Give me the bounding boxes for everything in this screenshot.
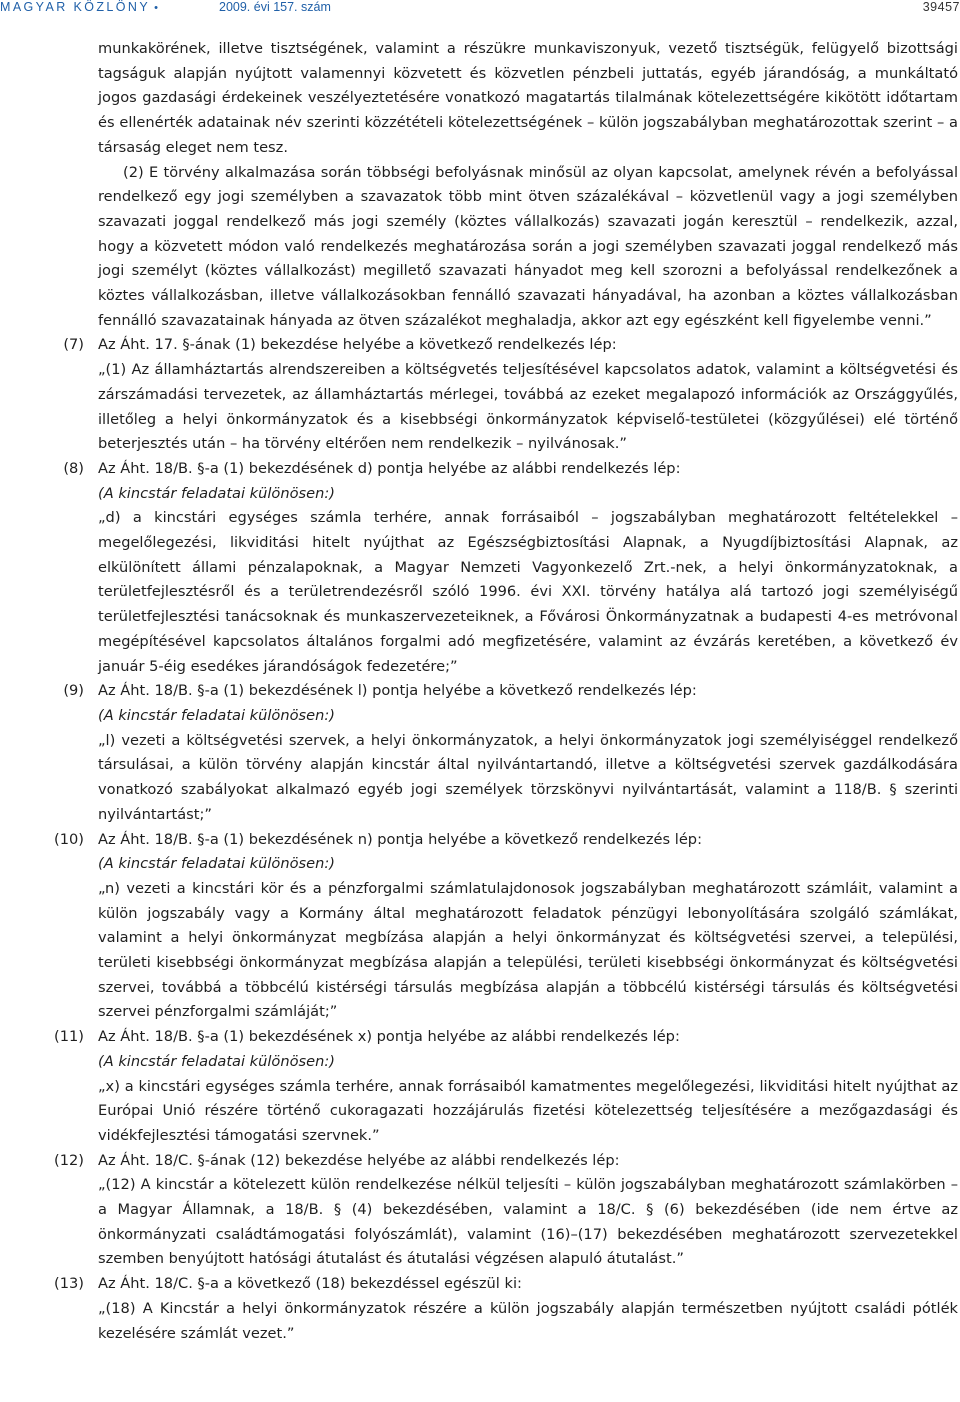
- item-note: (A kincstár feladatai különösen:): [98, 484, 335, 502]
- issue-number: 2009. évi 157. szám: [219, 0, 331, 14]
- item-number: (8): [63, 459, 84, 477]
- journal-title: [0, 0, 164, 15]
- item-text: „d) a kincstári egységes számla terhére, annak forrásaiból – jogszabályban meghatározott feltételekkel – megelőlegezési, likviditási hitelt nyújthat az Egészségbiztosítási Alapnak, a Nyugdíjbiztosítási Alapnak, az elkülönített állami pénzalapoknak, a Magyar Nemzeti Vagyonkezelő Zrt.-nek, a helyi önkormányzatoknak, a területfejlesztésről és a területrendezésről szóló 1996. évi XXI. törvény hatálya alá tartozó jogi személyiségű területfejlesztési tanácsoknak és munkaszervezeteiknek, a Fővárosi Önkormányzatnak a budapesti 4-es metróvonal megépítésével kapcsolatos általános forgalmi adó megfizetésére, valamint az évzárás keretében, a következő év január 5-éig esedékes járandóságok fedezetére;”: [98, 509, 958, 675]
- paragraph-2: (2) E törvény alkalmazása során többségi befolyásnak minősül az olyan kapcsolat, amelynek révén a befolyással rendelkező egy jogi személyben a szavazatok több mint ötven százalékával – közvetlenül vagy a jogi személyben szavazati joggal rendelkező más jogi személy (köztes vállalkozás) szavazati jogán keresztül – rendelkezik, azzal, hogy a közvetett módon való rendelkezés meghatározása során a jogi személyben szavazati joggal rendelkező más jogi személyt (köztes vállalkozást) megillető szavazati hányadot meg kell szorozni a befolyással rendelkezőnek a köztes vállalkozásban, illetve vállalkozásokban fennálló szavazati hányadával, ha azonban a köztes vállalkozásban fennálló szavazatainak hányada az ötven százalékot meghaladja, akkor azt egy egészként kell figyelembe venni.”: [98, 163, 958, 329]
- item-intro: Az Áht. 17. §-ának (1) bekezdése helyébe a következő rendelkezés lép:: [98, 336, 617, 354]
- page-number: 39457: [922, 0, 960, 14]
- journal-name: MAGYAR KÖZLÖNY: [0, 0, 151, 14]
- amendment-item: [0, 1272, 958, 1346]
- item-number: (13): [54, 1275, 84, 1293]
- item-text: „l) vezeti a költségvetési szervek, a helyi önkormányzatok, a helyi önkormányzatok jogi személyiséggel rendelkező társulásai, a külön törvény alapján kincstár által nyilvántartandó, illetve a költségvetési szervek gazdálkodására vonatkozó szabályokat alkalmazó egyéb jogi személyek törzskönyvi nyilvántartását, valamint a 118/B. § szerinti nyilvántartást;”: [98, 731, 958, 823]
- item-text: „n) vezeti a kincstári kör és a pénzforgalmi számlatulajdonosok jogszabályban meghatározott számláit, valamint a külön jogszabály vagy a Kormány által meghatározott feladatok pénzügyi lebonyolítására szolgáló számlákat, valamint a helyi önkormányzat megbízása alapján a helyi önkormányzat és költségvetési szervei, a települési, területi kisebbségi önkormányzat megbízása alapján a települési, területi kisebbségi önkormányzat és költségvetési szervei, továbbá a többcélú kistérségi társulás megbízása alapján a többcélú kistérségi társulás és költségvetési szervei pénzforgalmi számláját;”: [98, 879, 958, 1021]
- item-text: „(12) A kincstár a kötelezett külön rendelkezése nélkül teljesíti – külön jogszabályban meghatározott számlakörben – a Magyar Államnak, a 18/B. § (4) bekezdésében, valamint a 18/C. § (6) bekezdésében (ide nem értve az önkormányzati családtámogatási folyószámlát), valamint (16)–(17) bekezdésében meghatározott szervezetekkel szemben benyújtott hatósági átutalást és átutalási végzésen alapuló átutalást.”: [98, 1176, 958, 1268]
- amendment-item: [0, 828, 958, 1026]
- amendment-item: [0, 1025, 958, 1149]
- item-number: (12): [54, 1151, 84, 1169]
- item-number: (11): [54, 1028, 84, 1046]
- header-bullet: •: [154, 2, 161, 14]
- paragraph-intro: munkakörének, illetve tisztségének, valamint a részükre munkaviszonyuk, vezető tisztségük, felügyelő bizottsági tagságuk alapján nyújtott valamennyi közvetett és közvetlen pénzbeli juttatás, egyéb járandóság, a munkáltató jogos gazdasági érdekeinek veszélyeztetésére vonatkozó magatartás tilalmának kötelezettségére kikötött időtartam és ellenérték adatainak név szerinti közzétételi kötelezettségének – külön jogszabályban meghatározottak szerint – a társaság eleget nem tesz.: [98, 40, 958, 156]
- item-number: (9): [63, 682, 84, 700]
- item-text: „(1) Az államháztartás alrendszereiben a költségvetés teljesítésével kapcsolatos adatok, valamint a költségvetési és zárszámadási tervezetek, az államháztartás mérlegei, továbbá az ezeket megalapozó információk az Országgyűlés, illetőleg a helyi önkormányzatok és a kisebbségi önkormányzatok képviselő-testületei (közgyűlései) elé történő beterjesztés után – ha törvény eltérően nem rendelkezik – nyilvánosak.”: [98, 361, 958, 453]
- item-intro: Az Áht. 18/C. §-ának (12) bekezdése helyébe az alábbi rendelkezés lép:: [98, 1151, 620, 1169]
- item-note: (A kincstár feladatai különösen:): [98, 706, 335, 724]
- amendment-item: [0, 333, 958, 457]
- item-number: (10): [54, 830, 84, 848]
- amendment-item: [0, 457, 958, 679]
- item-intro: Az Áht. 18/B. §-a (1) bekezdésének n) pontja helyébe a következő rendelkezés lép:: [98, 830, 702, 848]
- amendment-item: [0, 1149, 958, 1273]
- amendment-item: [0, 679, 958, 827]
- item-note: (A kincstár feladatai különösen:): [98, 1052, 335, 1070]
- item-number: (7): [63, 336, 84, 354]
- item-intro: Az Áht. 18/B. §-a (1) bekezdésének x) pontja helyébe az alábbi rendelkezés lép:: [98, 1028, 680, 1046]
- item-intro: Az Áht. 18/B. §-a (1) bekezdésének d) pontja helyébe az alábbi rendelkezés lép:: [98, 459, 681, 477]
- document-body: [0, 37, 958, 1346]
- item-text: „(18) A Kincstár a helyi önkormányzatok részére a külön jogszabály alapján természetben nyújtott családi pótlék kezelésére számlát vezet.”: [98, 1299, 958, 1342]
- item-intro: Az Áht. 18/B. §-a (1) bekezdésének l) pontja helyébe a következő rendelkezés lép:: [98, 682, 697, 700]
- page-header: [0, 0, 960, 16]
- item-note: (A kincstár feladatai különösen:): [98, 855, 335, 873]
- item-intro: Az Áht. 18/C. §-a a következő (18) bekezdéssel egészül ki:: [98, 1275, 522, 1293]
- item-text: „x) a kincstári egységes számla terhére, annak forrásaiból kamatmentes megelőlegezési, likviditási hitelt nyújthat az Európai Unió részére történő cukoragazati hozzájárulás fizetési kötelezettség teljesítésére a mezőgazdasági és vidékfejlesztési támogatási szervnek.”: [98, 1077, 958, 1144]
